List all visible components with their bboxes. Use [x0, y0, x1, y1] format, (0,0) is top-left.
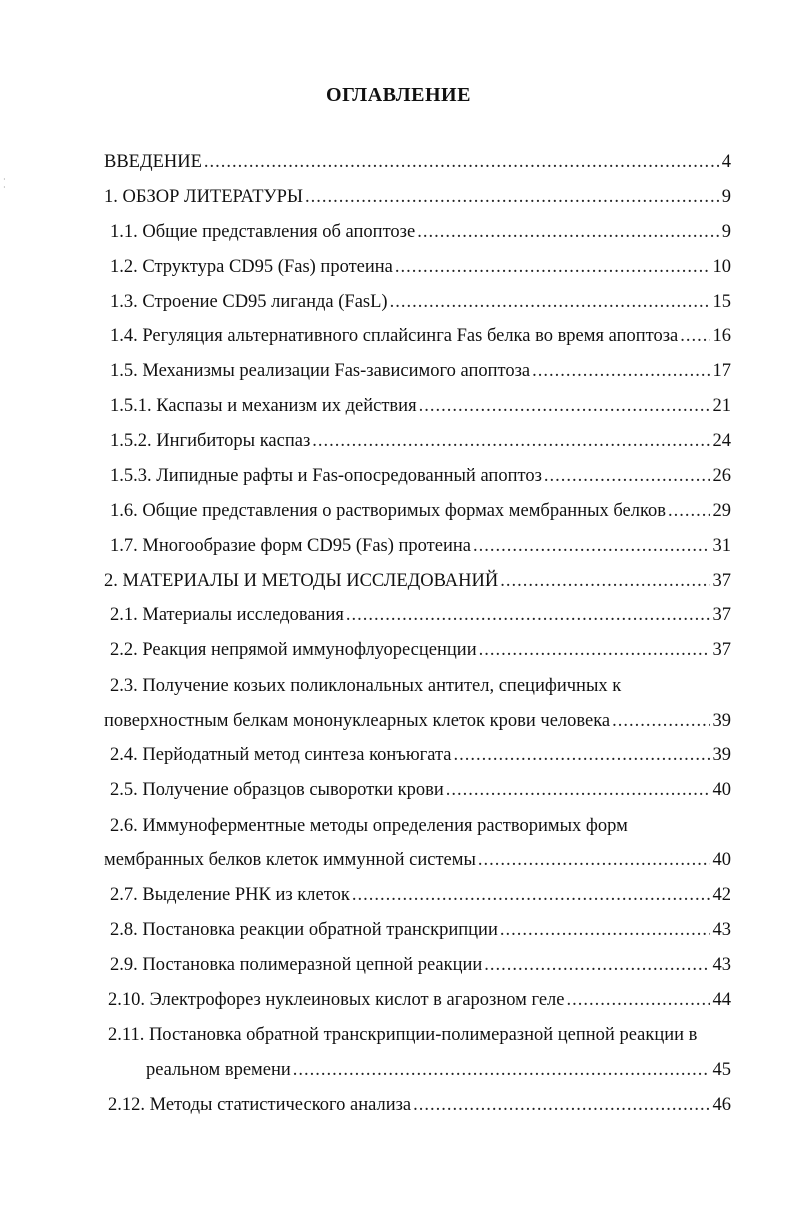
- toc-entry[interactable]: [110, 361, 731, 382]
- dot-leader: [478, 850, 710, 871]
- toc-entry-page: 37: [712, 571, 731, 591]
- dot-leader: [532, 361, 709, 382]
- toc-entry-page: 26: [712, 466, 731, 486]
- toc-entry[interactable]: [104, 850, 731, 871]
- dot-leader: [500, 920, 710, 941]
- dot-leader: [612, 711, 709, 732]
- toc-entry[interactable]: [110, 466, 731, 487]
- toc-entry-page: 43: [712, 920, 731, 940]
- toc-entry-page: 17: [712, 361, 731, 381]
- toc-entry-label: 2.8. Постановка реакции обратной транскрипции: [110, 920, 498, 940]
- toc-entry[interactable]: [104, 152, 731, 173]
- toc-entry-page: 40: [712, 850, 731, 870]
- dot-leader: [346, 605, 710, 626]
- dot-leader: [293, 1060, 710, 1081]
- toc-entry[interactable]: [104, 571, 731, 592]
- toc-entry[interactable]: [110, 605, 731, 626]
- toc-entry[interactable]: [110, 955, 731, 976]
- dot-leader: [417, 222, 719, 243]
- toc-entry-label: 1.5.2. Ингибиторы каспаз: [110, 431, 311, 451]
- toc-entry-label: 1.4. Регуляция альтернативного сплайсинга Fas белка во время апоптоза: [110, 326, 679, 346]
- toc-entry[interactable]: [110, 780, 731, 801]
- dot-leader: [395, 257, 710, 278]
- toc-entry-page: 45: [712, 1060, 731, 1080]
- toc-entry-page: 16: [712, 326, 731, 346]
- toc-entry-label: 2. МАТЕРИАЛЫ И МЕТОДЫ ИССЛЕДОВАНИЙ: [104, 571, 499, 591]
- toc-entry-page: 40: [712, 780, 731, 800]
- toc-entry-label: 2.12. Методы статистического анализа: [108, 1095, 412, 1115]
- toc-entry-label: 2.1. Материалы исследования: [110, 605, 344, 625]
- toc-entry-label: 1.6. Общие представления о растворимых формах мембранных белков: [110, 501, 667, 521]
- toc-entry[interactable]: [110, 536, 731, 557]
- toc-entry-label: 1.7. Многообразие форм CD95 (Fas) протеина: [110, 536, 471, 556]
- toc-entry[interactable]: [110, 745, 731, 766]
- dot-leader: [312, 431, 709, 452]
- dot-leader: [413, 1095, 709, 1116]
- toc-entry-page: 43: [712, 955, 731, 975]
- dot-leader: [204, 152, 719, 173]
- toc-entry-label: реальном времени: [146, 1060, 291, 1080]
- toc-entry-label: 2.9. Постановка полимеразной цепной реакции: [110, 955, 483, 975]
- dot-leader: [566, 990, 709, 1011]
- dot-leader: [352, 885, 710, 906]
- toc-entry[interactable]: [110, 640, 731, 661]
- toc-entry-page: 44: [712, 990, 731, 1010]
- toc-entry-page: 21: [712, 396, 731, 416]
- toc-entry-page: 24: [712, 431, 731, 451]
- toc-entry[interactable]: [110, 885, 731, 906]
- toc-entry-label: мембранных белков клеток иммунной системы: [104, 850, 476, 870]
- toc-entry[interactable]: [104, 187, 731, 208]
- toc-entry-page: 37: [712, 640, 731, 660]
- toc-entry-page: 39: [712, 711, 731, 731]
- toc-entry[interactable]: [108, 1095, 731, 1116]
- toc-entry-page: 15: [712, 292, 731, 312]
- toc-entry-label: 1.5. Механизмы реализации Fas-зависимого апоптоза: [110, 361, 531, 381]
- toc-entry-page: 37: [712, 605, 731, 625]
- toc-entry-page: 9: [721, 222, 731, 242]
- page-title: ОГЛАВЛЕНИЕ: [326, 84, 471, 106]
- toc-entry-label: 1.5.3. Липидные рафты и Fas-опосредованный апоптоз: [110, 466, 542, 486]
- toc-entry-label-line1[interactable]: 2.6. Иммуноферментные методы определения растворимых форм: [110, 816, 628, 836]
- toc-entry-label: 1.3. Строение CD95 лиганда (FasL): [110, 292, 388, 312]
- toc-entry[interactable]: [110, 292, 731, 313]
- scan-artifact: · ·: [3, 175, 6, 192]
- toc-entry-page: 29: [712, 501, 731, 521]
- dot-leader: [479, 640, 710, 661]
- toc-entry-label-line1[interactable]: 2.3. Получение козьих поликлональных антител, специфичных к: [110, 676, 622, 696]
- dot-leader: [680, 326, 709, 347]
- toc-entry-label: 2.2. Реакция непрямой иммунофлуоресценции: [110, 640, 477, 660]
- toc-entry-page: 46: [712, 1095, 731, 1115]
- toc-entry-page: 31: [712, 536, 731, 556]
- toc-entry[interactable]: [110, 920, 731, 941]
- toc-entry-label: 2.7. Выделение РНК из клеток: [110, 885, 350, 905]
- toc-entry[interactable]: [146, 1060, 731, 1081]
- toc-entry[interactable]: [108, 990, 731, 1011]
- toc-entry-label: 2.10. Электрофорез нуклеиновых кислот в агарозном геле: [108, 990, 565, 1010]
- toc-entry[interactable]: [110, 501, 731, 522]
- toc-entry-label: 1.1. Общие представления об апоптозе: [110, 222, 416, 242]
- dot-leader: [668, 501, 709, 522]
- dot-leader: [473, 536, 710, 557]
- dot-leader: [544, 466, 710, 487]
- toc-entry-label-line1[interactable]: 2.11. Постановка обратной транскрипции-полимеразной цепной реакции в: [108, 1025, 698, 1045]
- toc-entry-page: 4: [721, 152, 731, 172]
- dot-leader: [500, 571, 709, 592]
- toc-entry[interactable]: [110, 396, 731, 417]
- toc-entry[interactable]: [110, 431, 731, 452]
- dot-leader: [484, 955, 709, 976]
- toc-entry-label: 1. ОБЗОР ЛИТЕРАТУРЫ: [104, 187, 304, 207]
- toc-entry[interactable]: [110, 326, 731, 347]
- toc-entry-page: 42: [712, 885, 731, 905]
- toc-entry-label: 2.5. Получение образцов сыворотки крови: [110, 780, 444, 800]
- toc-entry-label: ВВЕДЕНИЕ: [104, 152, 202, 172]
- toc-entry[interactable]: [110, 222, 731, 243]
- toc-entry-label: 2.4. Перйодатный метод синтеза конъюгата: [110, 745, 452, 765]
- dot-leader: [454, 745, 710, 766]
- dot-leader: [446, 780, 710, 801]
- toc-entry[interactable]: [104, 711, 731, 732]
- toc-entry-label: 1.2. Структура CD95 (Fas) протеина: [110, 257, 393, 277]
- toc-entry-label: 1.5.1. Каспазы и механизм их действия: [110, 396, 417, 416]
- dot-leader: [419, 396, 710, 417]
- toc-entry-page: 39: [712, 745, 731, 765]
- toc-entry-label: поверхностным белкам мононуклеарных клеток крови человека: [104, 711, 611, 731]
- toc-entry-page: 9: [721, 187, 731, 207]
- toc-entry-page: 10: [712, 257, 731, 277]
- dot-leader: [390, 292, 710, 313]
- toc-entry[interactable]: [110, 257, 731, 278]
- dot-leader: [305, 187, 719, 208]
